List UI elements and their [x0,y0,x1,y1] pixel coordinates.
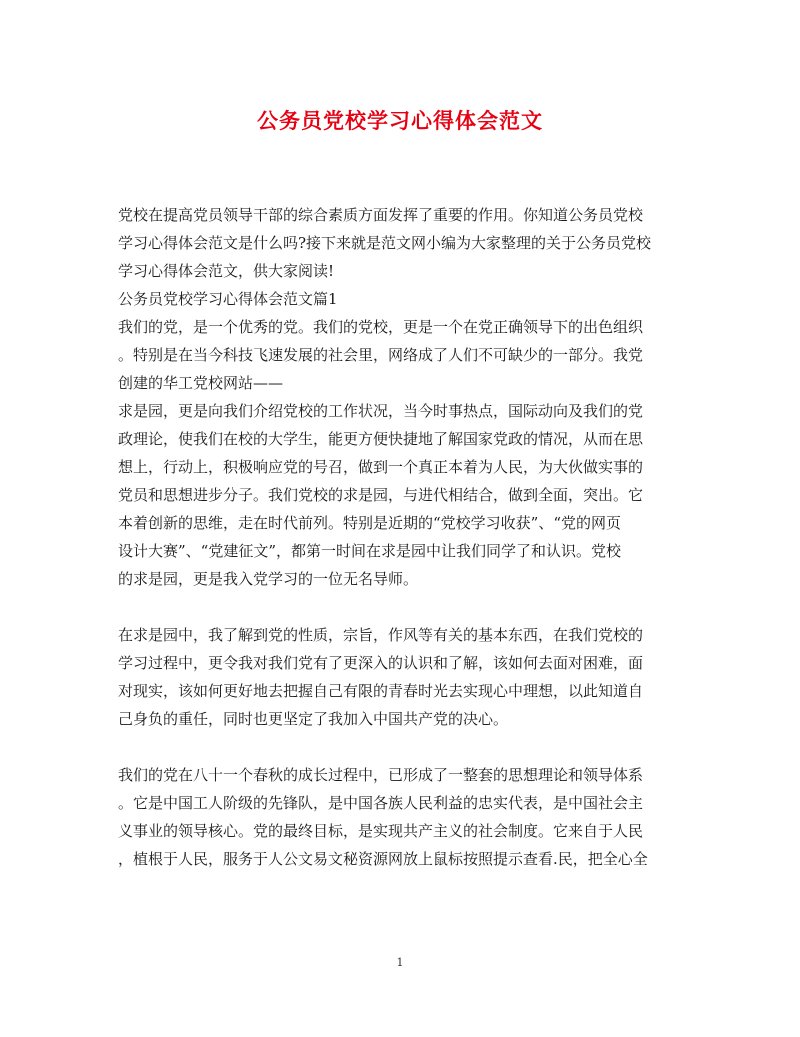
page-number: 1 [396,956,404,969]
text-line: 学习心得体会范文，供大家阅读! [118,262,335,280]
text-line: ，植根于人民，服务于人公文易文秘资源网放上鼠标按照提示查看.民，把全心全 [118,850,648,868]
text-line: 在求是园中，我了解到党的性质，宗旨，作风等有关的基本东西，在我们党校的 [118,626,644,644]
text-line: 求是园，更是向我们介绍党校的工作状况，当今时事热点，国际动向及我们的党 [118,402,644,420]
text-line: 。它是中国工人阶级的先锋队，是中国各族人民利益的忠实代表，是中国社会主 [118,794,644,812]
text-line: 我们的党在八十一个春秋的成长过程中，已形成了一整套的思想理论和领导体系 [118,766,644,784]
document-title: 公务员党校学习心得体会范文 [257,108,543,133]
text-line: 己身负的重任，同时也更坚定了我加入中国共产党的决心。 [118,710,509,728]
text-line: 公务员党校学习心得体会范文篇1 [118,290,338,308]
text-line: 创建的华工党校网站—— [118,374,284,392]
document-body [118,201,684,873]
text-line: 学习过程中，更令我对我们党有了更深入的认识和了解，该如何去面对困难，面 [118,654,644,672]
text-line: 想上，行动上，积极响应党的号召，做到一个真正本着为人民，为大伙做实事的 [118,458,644,476]
text-line: 的求是园，更是我入党学习的一位无名导师。 [118,570,419,588]
paragraph-gap [118,733,684,761]
text-line: 党员和思想进步分子。我们党校的求是园，与进代相结合，做到全面，突出。它 [118,486,644,504]
text-line: 对现实，该如何更好地去把握自己有限的青春时光去实现心中理想，以此知道自 [118,682,644,700]
text-line: 设计大赛”、“党建征文”，都第一时间在求是园中让我们同学了和认识。党校 [118,542,622,560]
text-line: 学习心得体会范文是什么吗?接下来就是范文网小编为大家整理的关于公务员党校 [118,234,652,252]
paragraph-gap [118,593,684,621]
text-line: 我们的党，是一个优秀的党。我们的党校，更是一个在党正确领导下的出色组织 [118,318,644,336]
text-line: 义事业的领导核心。党的最终目标，是实现共产主义的社会制度。它来自于人民 [118,822,644,840]
text-line: 政理论，使我们在校的大学生，能更方便快捷地了解国家党政的情况，从而在思 [118,430,644,448]
text-line: 。特别是在当今科技飞速发展的社会里，网络成了人们不可缺少的一部分。我党 [118,346,644,364]
text-line: 党校在提高党员领导干部的综合素质方面发挥了重要的作用。你知道公务员党校 [118,206,644,224]
text-line: 本着创新的思维，走在时代前列。特别是近期的“党校学习收获”、“党的网页 [118,514,622,532]
